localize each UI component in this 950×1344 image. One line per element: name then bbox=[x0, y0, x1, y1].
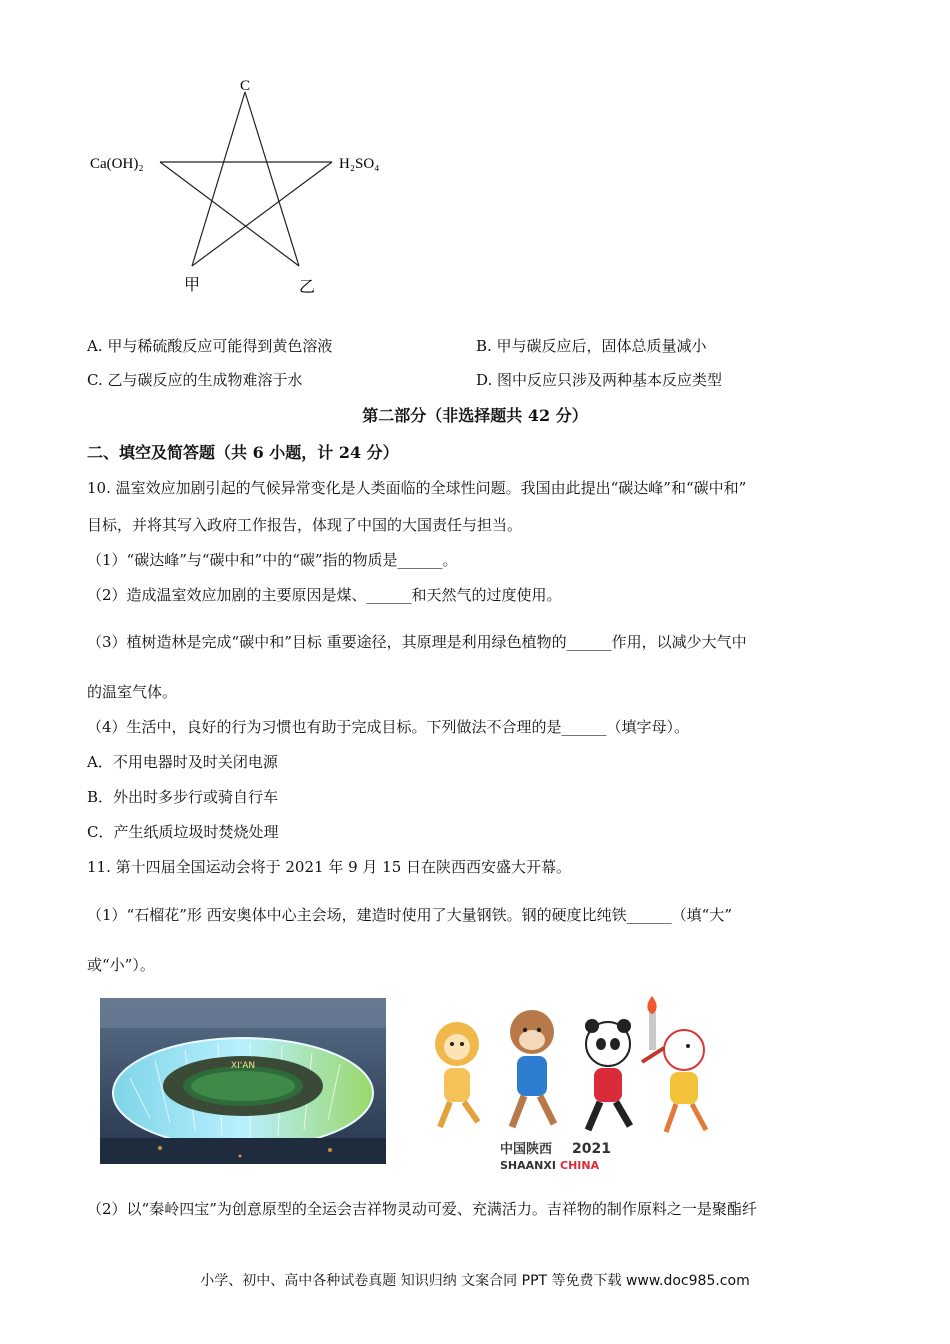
q10-stem-line1: 10. 温室效应加剧引起的气候异常变化是人类面临的全球性问题。我国由此提出“碳达峰”和“碳中和” bbox=[87, 479, 747, 497]
logo-cn: 中国陕西 bbox=[500, 1142, 553, 1157]
option-c: C. 乙与碳反应的生成物难溶于水 bbox=[87, 371, 303, 389]
q10-option-b: B．外出时多步行或骑自行车 bbox=[87, 788, 279, 806]
q10-part1: （1）“碳达峰”与“碳中和”中的“碳”指的物质是______。 bbox=[87, 551, 458, 569]
label-caoh2: Ca(OH)₂ bbox=[90, 156, 144, 172]
star-line-h2so4-jia bbox=[192, 162, 332, 266]
q10-option-a: A．不用电器时及时关闭电源 bbox=[87, 753, 278, 771]
page-footer: 小学、初中、高中各种试卷真题 知识归纳 文案合同 PPT 等免费下载 www.doc985.com bbox=[200, 1273, 750, 1289]
stadium-sign: XI'AN bbox=[230, 1061, 256, 1071]
q11-stem: 11. 第十四届全国运动会将于 2021 年 9 月 15 日在陕西西安盛大开幕。 bbox=[87, 858, 572, 876]
stadium-photo bbox=[100, 998, 386, 1164]
mascot-ibis bbox=[642, 996, 706, 1132]
part2-title: 第二部分（非选择题共 42 分） bbox=[362, 406, 588, 425]
option-a: A. 甲与稀硫酸反应可能得到黄色溶液 bbox=[87, 337, 333, 355]
q11-part1-line1: （1）“石榴花”形 西安奥体中心主会场，建造时使用了大量钢铁。钢的硬度比纯铁______（填“大” bbox=[87, 906, 732, 924]
q10-part3-line1: （3）植树造林是完成“碳中和”目标 重要途径，其原理是利用绿色植物的______作用，以减少大气中 bbox=[87, 633, 747, 651]
label-c: C bbox=[240, 78, 251, 94]
mascot-monkey bbox=[435, 1022, 479, 1127]
mascot-takin bbox=[510, 1010, 554, 1127]
q10-stem-line2: 目标，并将其写入政府工作报告，体现了中国的大国责任与担当。 bbox=[87, 516, 523, 534]
logo-en-a: SHAANXI bbox=[500, 1159, 556, 1172]
option-b: B. 甲与碳反应后，固体总质量减小 bbox=[476, 337, 707, 355]
q10-part4: （4）生活中，良好的行为习惯也有助于完成目标。下列做法不合理的是______（填字母）。 bbox=[87, 718, 690, 736]
star-line-c-yi bbox=[245, 92, 299, 266]
q10-option-c: C．产生纸质垃圾时焚烧处理 bbox=[87, 823, 279, 841]
label-jia: 甲 bbox=[184, 275, 201, 294]
logo-year: 2021 bbox=[572, 1141, 611, 1157]
mascots-image bbox=[412, 992, 744, 1174]
star-line-c-jia bbox=[192, 92, 245, 266]
logo-en-b: CHINA bbox=[560, 1159, 600, 1172]
q10-part3-line2: 的温室气体。 bbox=[87, 683, 178, 701]
section2-title: 二、填空及简答题（共 6 小题，计 24 分） bbox=[87, 443, 399, 462]
star-diagram bbox=[80, 70, 410, 300]
label-h2so4: H₂SO₄ bbox=[339, 156, 380, 172]
mascot-panda bbox=[585, 1019, 631, 1130]
label-yi: 乙 bbox=[299, 277, 316, 296]
option-d: D. 图中反应只涉及两种基本反应类型 bbox=[476, 371, 723, 389]
q10-part2: （2）造成温室效应加剧的主要原因是煤、______和天然气的过度使用。 bbox=[87, 586, 562, 604]
q11-part2: （2）以“秦岭四宝”为创意原型的全运会吉祥物灵动可爱、充满活力。吉祥物的制作原料之一是聚酯纤 bbox=[87, 1200, 757, 1218]
q11-part1-line2: 或“小”）。 bbox=[87, 956, 155, 974]
star-line-caoh-yi bbox=[160, 162, 299, 266]
